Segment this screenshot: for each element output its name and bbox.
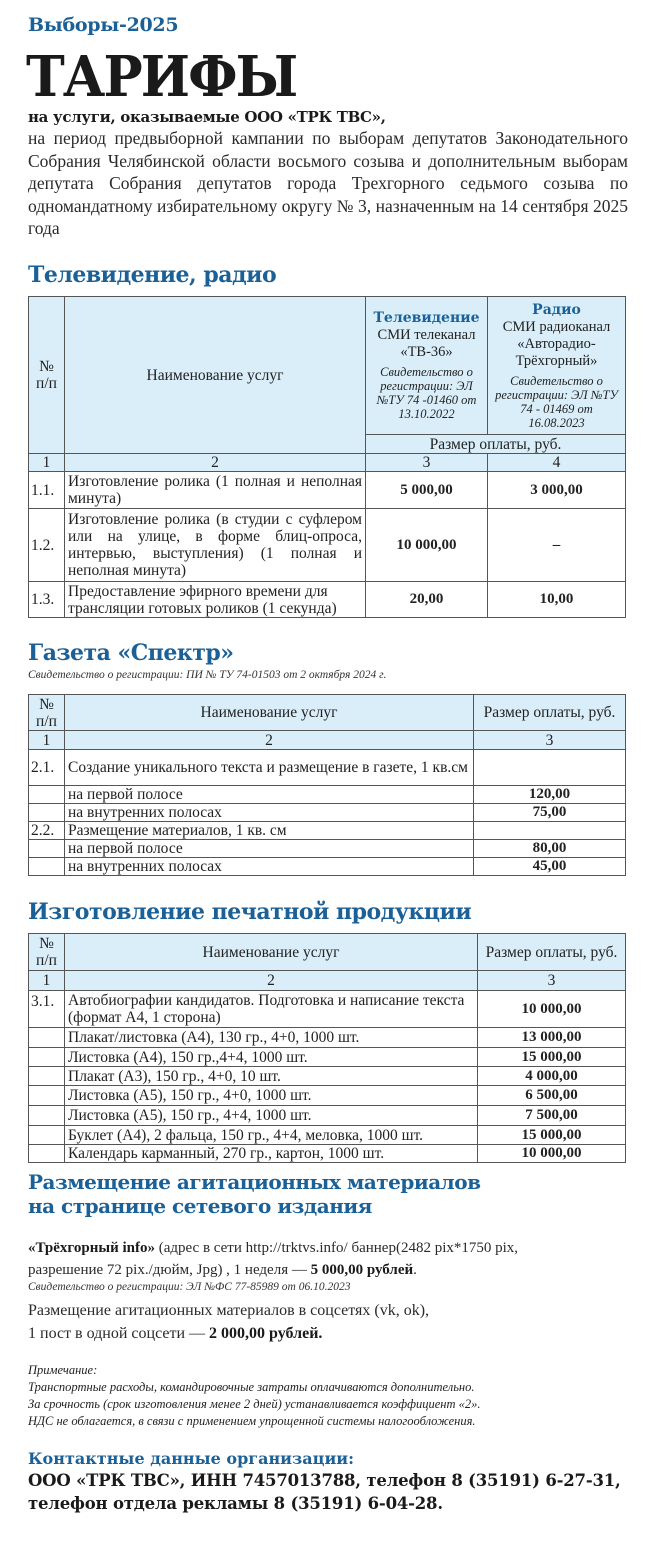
site-price: 5 000,00 рублей bbox=[310, 1262, 414, 1278]
row-tv-price: 5 000,00 bbox=[366, 472, 488, 509]
row-price: 45,00 bbox=[474, 858, 626, 876]
note-line: За срочность (срок изготовления менее 2 дней) устанавливается коэффициент «2». bbox=[28, 1397, 481, 1411]
col-num-header: № п/п bbox=[29, 695, 65, 731]
row-name: Буклет (А4), 2 фальца, 150 гр., 4+4, меловка, 1000 шт. bbox=[65, 1126, 478, 1145]
row-price: 7 500,00 bbox=[478, 1106, 626, 1126]
row-price bbox=[474, 822, 626, 840]
newspaper-table bbox=[28, 694, 626, 876]
notes-title: Примечание: bbox=[28, 1363, 98, 1377]
row-num bbox=[29, 1048, 65, 1067]
payment-header: Размер оплаты, руб. bbox=[366, 435, 626, 454]
note-line: НДС не облагается, в связи с применением упрощенной системы налогообложения. bbox=[28, 1414, 476, 1428]
row-price: 75,00 bbox=[474, 804, 626, 822]
row-name: Автобиографии кандидатов. Подготовка и написание текста (формат А4, 1 сторона) bbox=[65, 991, 478, 1028]
row-num bbox=[29, 1145, 65, 1163]
row-price: 15 000,00 bbox=[478, 1126, 626, 1145]
row-num bbox=[29, 786, 65, 804]
col-num-header: № п/п bbox=[29, 297, 65, 454]
table-row bbox=[29, 1106, 626, 1126]
row-name: Плакат/листовка (А4), 130 гр., 4+0, 1000 шт. bbox=[65, 1028, 478, 1048]
contacts-line2: телефон отдела рекламы 8 (35191) 6-04-28. bbox=[28, 1494, 443, 1513]
row-name: на внутренних полосах bbox=[65, 804, 474, 822]
row-name: на первой полосе bbox=[65, 786, 474, 804]
row-price: 10 000,00 bbox=[478, 991, 626, 1028]
col-index: 2 bbox=[65, 971, 478, 991]
col-index: 3 bbox=[478, 971, 626, 991]
row-name: на первой полосе bbox=[65, 840, 474, 858]
table-row bbox=[29, 858, 626, 876]
row-name: Календарь карманный, 270 гр., картон, 1000 шт. bbox=[65, 1145, 478, 1163]
row-price: 120,00 bbox=[474, 786, 626, 804]
site-end: . bbox=[413, 1262, 417, 1278]
table-row bbox=[29, 1145, 626, 1163]
row-tv-price: 10 000,00 bbox=[366, 509, 488, 582]
note-line: Транспортные расходы, командировочные затраты оплачиваются дополнительно. bbox=[28, 1380, 475, 1394]
col-index: 3 bbox=[474, 731, 626, 750]
row-name: Создание уникального текста и размещение в газете, 1 кв.см bbox=[65, 750, 474, 786]
row-price bbox=[474, 750, 626, 786]
radio-column-header bbox=[488, 297, 626, 435]
radio-title: Радио bbox=[532, 301, 581, 318]
table-row bbox=[29, 840, 626, 858]
row-name: Листовка (А4), 150 гр.,4+4, 1000 шт. bbox=[65, 1048, 478, 1067]
online-registration: Свидетельство о регистрации: ЭЛ №ФС 77-85989 от 06.10.2023 bbox=[28, 1281, 351, 1293]
col-index: 1 bbox=[29, 454, 65, 472]
social-line2: 1 пост в одной соцсети — bbox=[28, 1325, 210, 1342]
table-row bbox=[29, 1048, 626, 1067]
row-name: Листовка (А5), 150 гр., 4+4, 1000 шт. bbox=[65, 1106, 478, 1126]
table-row bbox=[29, 1086, 626, 1106]
social-paragraph bbox=[28, 1299, 429, 1345]
tv-radio-table bbox=[28, 296, 626, 618]
newspaper-registration: Свидетельство о регистрации: ПИ № ТУ 74-01503 от 2 октября 2024 г. bbox=[28, 669, 387, 681]
col-index: 2 bbox=[65, 731, 474, 750]
row-name: Листовка (А5), 150 гр., 4+0, 1000 шт. bbox=[65, 1086, 478, 1106]
col-price-header: Размер оплаты, руб. bbox=[474, 695, 626, 731]
row-name: Размещение материалов, 1 кв. см bbox=[65, 822, 474, 840]
table-row bbox=[29, 1067, 626, 1086]
col-name-header: Наименование услуг bbox=[65, 934, 478, 971]
row-num: 1.2. bbox=[29, 509, 65, 582]
notes bbox=[28, 1362, 481, 1430]
table-row bbox=[29, 472, 626, 509]
online-heading-line1: Размещение агитационных материалов bbox=[28, 1170, 481, 1194]
row-price: 15 000,00 bbox=[478, 1048, 626, 1067]
col-name-header: Наименование услуг bbox=[65, 695, 474, 731]
row-num bbox=[29, 804, 65, 822]
contacts-heading: Контактные данные организации: bbox=[28, 1449, 355, 1468]
row-num: 3.1. bbox=[29, 991, 65, 1028]
row-num bbox=[29, 858, 65, 876]
newspaper-heading: Газета «Спектр» bbox=[28, 640, 234, 666]
row-num bbox=[29, 1086, 65, 1106]
table-row bbox=[29, 582, 626, 618]
contacts-block bbox=[28, 1469, 621, 1515]
tv-title: Телевидение bbox=[373, 310, 480, 326]
table-row bbox=[29, 750, 626, 786]
site-desc-2: разрешение 72 pix./дюйм, Jpg) , 1 неделя — bbox=[28, 1262, 311, 1278]
row-price: 13 000,00 bbox=[478, 1028, 626, 1048]
row-num bbox=[29, 1067, 65, 1086]
online-site-paragraph bbox=[28, 1237, 518, 1281]
row-num: 2.1. bbox=[29, 750, 65, 786]
online-heading bbox=[28, 1170, 481, 1218]
col-index: 2 bbox=[65, 454, 366, 472]
col-index: 1 bbox=[29, 971, 65, 991]
row-radio-price: 10,00 bbox=[488, 582, 626, 618]
table-row bbox=[29, 509, 626, 582]
row-num: 2.2. bbox=[29, 822, 65, 840]
site-desc-1: (адрес в сети http://trktvs.info/ баннер(2482 pix*1750 pix, bbox=[154, 1240, 519, 1256]
table-row bbox=[29, 1126, 626, 1145]
row-price: 6 500,00 bbox=[478, 1086, 626, 1106]
col-index: 3 bbox=[366, 454, 488, 472]
tv-registration: Свидетельство о регистрации: ЭЛ №ТУ 74 -01460 от 13.10.2022 bbox=[376, 365, 477, 421]
row-num bbox=[29, 1106, 65, 1126]
row-name: Изготовление ролика (в студии с суфлером или на улице, в форме блиц-опроса, интервью, выступления) (1 полная и неполная минута) bbox=[65, 509, 366, 582]
row-price: 10 000,00 bbox=[478, 1145, 626, 1163]
table-row bbox=[29, 991, 626, 1028]
row-name: Плакат (А3), 150 гр., 4+0, 10 шт. bbox=[65, 1067, 478, 1086]
col-index: 4 bbox=[488, 454, 626, 472]
row-price: 4 000,00 bbox=[478, 1067, 626, 1086]
social-price: 2 000,00 рублей. bbox=[209, 1325, 323, 1342]
social-line1: Размещение агитационных материалов в соцсетях (vk, ok), bbox=[28, 1302, 430, 1319]
row-num bbox=[29, 1028, 65, 1048]
print-table bbox=[28, 933, 626, 1163]
table-row bbox=[29, 786, 626, 804]
row-name: Изготовление ролика (1 полная и неполная минута) bbox=[65, 472, 366, 509]
col-name-header: Наименование услуг bbox=[65, 297, 366, 454]
tv-column-header bbox=[366, 297, 488, 435]
row-radio-price: – bbox=[488, 509, 626, 582]
site-name: «Трёхгорный info» bbox=[28, 1240, 155, 1256]
row-name: Предоставление эфирного времени для трансляции готовых роликов (1 секунда) bbox=[65, 582, 366, 618]
col-price-header: Размер оплаты, руб. bbox=[478, 934, 626, 971]
row-name: на внутренних полосах bbox=[65, 858, 474, 876]
row-tv-price: 20,00 bbox=[366, 582, 488, 618]
print-heading: Изготовление печатной продукции bbox=[28, 899, 472, 925]
row-num bbox=[29, 840, 65, 858]
row-price: 80,00 bbox=[474, 840, 626, 858]
col-num-header: № п/п bbox=[29, 934, 65, 971]
intro-paragraph: на период предвыборной кампании по выборам депутатов Законодательного Собрания Челябинской области восьмого созыва и дополнительным выборам депутата Собрания депутатов города Трехгорного седьмого созыва по одномандатному избирательному округу № 3, назначенным на 14 сентября 2025 года bbox=[28, 128, 628, 238]
contacts-line1: ООО «ТРК ТВС», ИНН 7457013788, телефон 8 (35191) 6-27-31, bbox=[28, 1471, 621, 1490]
table-row bbox=[29, 804, 626, 822]
section-kicker: Выборы-2025 bbox=[28, 14, 179, 36]
table-row bbox=[29, 1028, 626, 1048]
online-heading-line2: на странице сетевого издания bbox=[28, 1194, 372, 1218]
row-num: 1.3. bbox=[29, 582, 65, 618]
radio-registration: Свидетельство о регистрации: ЭЛ №ТУ 74 - 01469 от 16.08.2023 bbox=[495, 373, 618, 430]
page-title: ТАРИФЫ bbox=[26, 44, 297, 110]
row-radio-price: 3 000,00 bbox=[488, 472, 626, 509]
page-subtitle: на услуги, оказываемые ООО «ТРК ТВС», bbox=[28, 108, 386, 126]
radio-channel: СМИ радиоканал «Авторадио-Трёхгорный» bbox=[502, 318, 611, 369]
row-num bbox=[29, 1126, 65, 1145]
row-num: 1.1. bbox=[29, 472, 65, 509]
tv-channel: СМИ телеканал «ТВ-36» bbox=[377, 327, 476, 360]
tv-radio-heading: Телевидение, радио bbox=[28, 262, 277, 288]
table-row bbox=[29, 822, 626, 840]
col-index: 1 bbox=[29, 731, 65, 750]
